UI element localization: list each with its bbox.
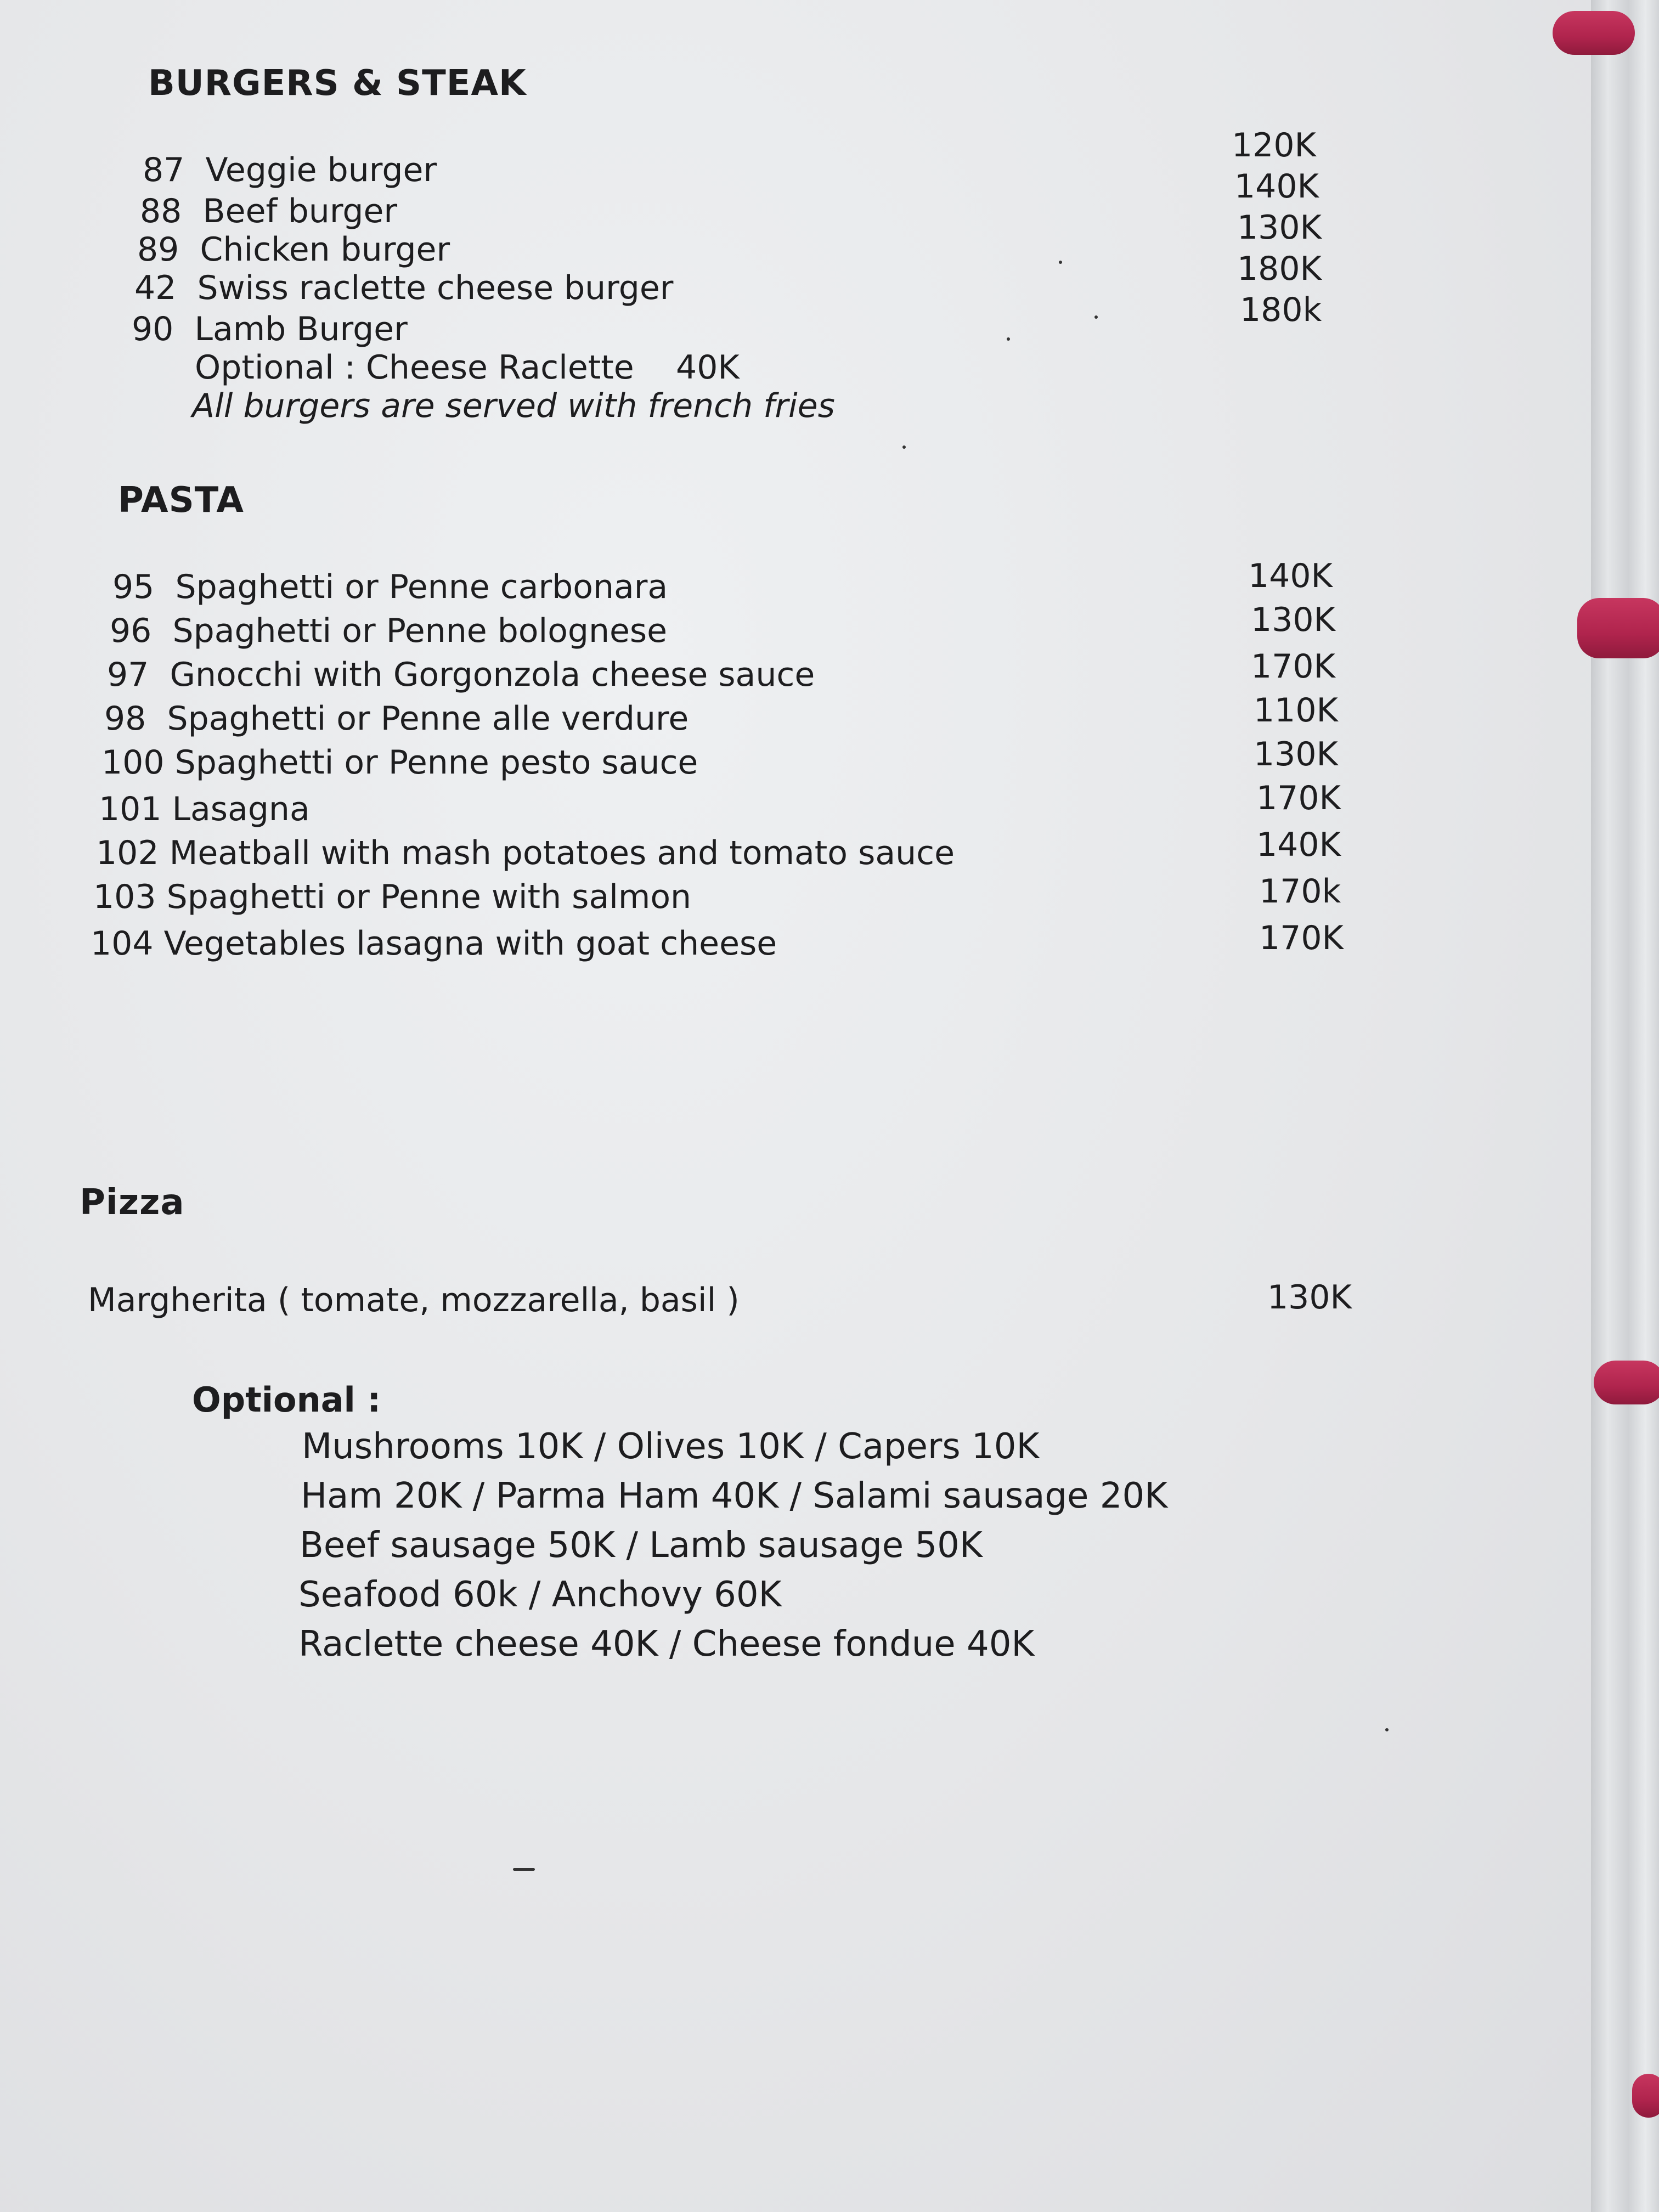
menu-item: 96 Spaghetti or Penne bolognese bbox=[110, 612, 668, 650]
option-line: Raclette cheese 40K / Cheese fondue 40K bbox=[298, 1624, 1035, 1664]
price: 130K bbox=[1251, 601, 1335, 639]
sheet-protector-edge bbox=[1591, 0, 1659, 2212]
binder-ring bbox=[1594, 1361, 1659, 1404]
price: 110K bbox=[1254, 691, 1338, 730]
price: 180K bbox=[1237, 250, 1322, 288]
menu-item: 104 Vegetables lasagna with goat cheese bbox=[91, 924, 777, 963]
paper-speck bbox=[1385, 1728, 1389, 1731]
price: 170k bbox=[1259, 872, 1341, 911]
price: 170K bbox=[1251, 647, 1335, 686]
price: 130K bbox=[1254, 735, 1338, 774]
optional-addon: Optional : Cheese Raclette 40K bbox=[195, 348, 740, 387]
optional-title: Optional : bbox=[192, 1380, 381, 1420]
menu-item: 87 Veggie burger bbox=[143, 151, 437, 189]
menu-item: 42 Swiss raclette cheese burger bbox=[134, 269, 674, 307]
menu-item: 97 Gnocchi with Gorgonzola cheese sauce bbox=[107, 656, 815, 694]
option-line: Beef sausage 50K / Lamb sausage 50K bbox=[300, 1525, 983, 1566]
menu-item: Margherita ( tomate, mozzarella, basil ) bbox=[88, 1281, 740, 1319]
option-line: Ham 20K / Parma Ham 40K / Salami sausage 20K bbox=[301, 1476, 1168, 1516]
menu-item: 102 Meatball with mash potatoes and tomato sauce bbox=[96, 834, 955, 872]
menu-item: 101 Lasagna bbox=[99, 790, 310, 828]
option-line: Seafood 60k / Anchovy 60K bbox=[298, 1575, 782, 1615]
paper-speck bbox=[513, 1868, 535, 1871]
section-title-pasta: PASTA bbox=[118, 480, 244, 521]
menu-item: 98 Spaghetti or Penne alle verdure bbox=[104, 699, 689, 738]
paper-speck bbox=[1094, 315, 1098, 319]
section-title-pizza: Pizza bbox=[80, 1182, 185, 1223]
binder-ring bbox=[1577, 598, 1659, 658]
price: 140K bbox=[1248, 557, 1333, 595]
paper-speck bbox=[1007, 337, 1010, 341]
paper-speck bbox=[902, 445, 906, 449]
menu-item: 90 Lamb Burger bbox=[132, 310, 408, 348]
binder-ring bbox=[1632, 2074, 1659, 2118]
price: 120K bbox=[1232, 126, 1316, 165]
price: 140K bbox=[1234, 167, 1319, 206]
menu-item: 88 Beef burger bbox=[140, 192, 398, 230]
price: 130K bbox=[1237, 208, 1322, 247]
menu-item: 103 Spaghetti or Penne with salmon bbox=[93, 878, 692, 916]
price: 170K bbox=[1256, 779, 1341, 817]
option-line: Mushrooms 10K / Olives 10K / Capers 10K bbox=[302, 1426, 1040, 1467]
price: 170K bbox=[1259, 919, 1344, 957]
price: 140K bbox=[1256, 826, 1341, 864]
menu-item: 95 Spaghetti or Penne carbonara bbox=[112, 568, 668, 606]
paper-speck bbox=[1059, 261, 1062, 264]
section-title-burgers: BURGERS & STEAK bbox=[148, 63, 527, 104]
price: 180k bbox=[1240, 291, 1322, 329]
burgers-note: All burgers are served with french fries bbox=[192, 387, 835, 425]
menu-item: 89 Chicken burger bbox=[137, 230, 450, 269]
menu-item: 100 Spaghetti or Penne pesto sauce bbox=[101, 743, 698, 782]
price: 130K bbox=[1267, 1278, 1352, 1317]
binder-ring bbox=[1553, 11, 1635, 55]
